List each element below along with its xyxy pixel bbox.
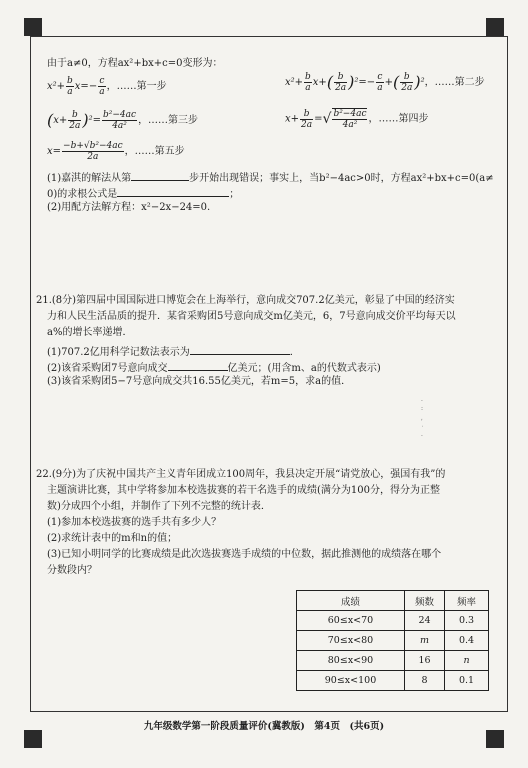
table-row (297, 611, 489, 631)
q22-sub3-line2: 分数段内？ (47, 565, 97, 576)
scan-specks: · : ʹ ˙ · (421, 398, 424, 440)
table-header-row (297, 591, 489, 611)
table-cell-rate: n (445, 651, 489, 671)
table-cell-range: 70≤x<80 (297, 631, 405, 651)
q20-part1-line1 (47, 170, 494, 185)
q20-intro: 由于a≠0，方程ax²+bx+c=0变形为： (47, 58, 223, 69)
q20-part2: (2)用配方法解方程：x²−2x−24=0. (47, 202, 211, 213)
q20-part1-text-b: 步开始出现错误；事实上，当b²−4ac>0时，方程ax²+bx+c=0(a≠ (189, 173, 494, 184)
q20-answer-blank-step[interactable] (131, 170, 189, 181)
q22-sub3-line1: (3)已知小明同学的比赛成绩是此次选拔赛选手成绩的中位数，据此推测他的成绩落在哪个 (47, 549, 442, 560)
q21-sub2-text-a: (2)该省采购团7号意向成交 (47, 363, 168, 374)
q21-line3: a%的增长率递增． (47, 327, 133, 338)
q20-step5-equation: x= $\frac{\text{−b+√b²−4ac}}{2a}$ ，……第五步 (47, 141, 185, 162)
table-header-rate: 频率 (445, 591, 489, 611)
q21-line1: 21.(8分)第四届中国国际进口博览会在上海举行，意向成交707.2亿美元，彰显了中国的经济实 (36, 295, 455, 306)
q21-sub1 (47, 344, 300, 359)
q22-line2: 主题演讲比赛，其中学将参加本校选拔赛的若干名选手的成绩(满分为100分，得分为正整 (47, 485, 440, 496)
table-row (297, 651, 489, 671)
q20-step4-equation: x+ $\frac{b}{2a}$ =√ $\frac{\text{b²−4ac}}{\text{4a²}}$ ，……第四步 (285, 108, 429, 130)
q22-sub2: (2)求统计表中的m和n的值； (47, 533, 178, 544)
table-row (297, 671, 489, 691)
q20-part1-text-c: 0)的求根公式是 (47, 189, 118, 200)
table-cell-count: 16 (405, 651, 445, 671)
table-cell-range: 90≤x<100 (297, 671, 405, 691)
table-cell-rate: 0.1 (445, 671, 489, 691)
table-cell-count: m (405, 631, 445, 651)
q22-line3: 数)分成四个小组，并制作了下列不完整的统计表． (47, 501, 271, 512)
q21-sub2 (47, 360, 381, 375)
q21-sub3: (3)该省采购团5−7号意向成交共16.55亿美元，若m=5，求a的值． (47, 376, 352, 387)
q20-step4-label: ，……第四步 (368, 113, 429, 125)
q21-sub1-end: ． (289, 347, 300, 358)
table-row (297, 631, 489, 651)
registration-mark-top-left (24, 18, 42, 36)
table-cell-count: 24 (405, 611, 445, 631)
table-header-score: 成绩 (297, 591, 405, 611)
q21-sub1-text: (1)707.2亿用科学记数法表示为 (47, 347, 190, 358)
registration-mark-top-right (486, 18, 504, 36)
q21-sub2-text-b: 亿美元；(用含m、a的代数式表示) (227, 363, 381, 374)
table-cell-rate: 0.4 (445, 631, 489, 651)
q20-step2-label: ，……第二步 (424, 77, 485, 88)
table-cell-rate: 0.3 (445, 611, 489, 631)
q21-line2: 力和人民生活品质的提升．某省采购团5号意向成交m亿美元，6，7号意向成交价平均每天以 (47, 311, 456, 322)
q20-answer-blank-formula[interactable] (117, 186, 229, 197)
q22-line1: 22.(9分)为了庆祝中国共产主义青年团成立100周年，我县决定开展“请党放心，强国有我”的 (36, 469, 446, 480)
q20-part1-text-d: ； (229, 189, 240, 200)
table-cell-count: 8 (405, 671, 445, 691)
q22-sub1: (1)参加本校选拔赛的选手共有多少人？ (47, 517, 222, 528)
q20-part1-text-a: (1)嘉淇的解法从第 (47, 173, 132, 184)
table-cell-range: 80≤x<90 (297, 651, 405, 671)
q21-answer-blank-1[interactable] (190, 344, 290, 355)
q20-step1-equation: x²+ $\frac{b}{a}$ x=− $\frac{c}{a}$ ，……第一步 (47, 76, 167, 97)
q20-step2-equation: x²+ $\frac{b}{a}$ x+( $\frac{b}{2a}$ )²=− $\frac{c}{a}$ +( $\frac{b}{2a}$ )²，……第二步 (285, 72, 485, 93)
q20-part1-line2 (47, 186, 239, 201)
registration-mark-bottom-left (24, 730, 42, 748)
q20-step5-label: ，……第五步 (124, 146, 185, 157)
page-footer: 九年级数学第一阶段质量评价(冀教版) 第4页 (共6页) (143, 721, 385, 732)
q20-step3-equation: (x+ $\frac{b}{2a}$ )²= $\frac{\text{b²−4ac}}{\text{4a²}}$ ，……第三步 (47, 110, 199, 131)
table-cell-range: 60≤x<70 (297, 611, 405, 631)
q20-step1-label: ，……第一步 (106, 81, 167, 92)
table-header-frequency: 频数 (405, 591, 445, 611)
frequency-table (296, 590, 489, 691)
q20-step3-label: ，……第三步 (138, 115, 199, 126)
registration-mark-bottom-right (486, 730, 504, 748)
q21-answer-blank-2[interactable] (168, 360, 228, 371)
